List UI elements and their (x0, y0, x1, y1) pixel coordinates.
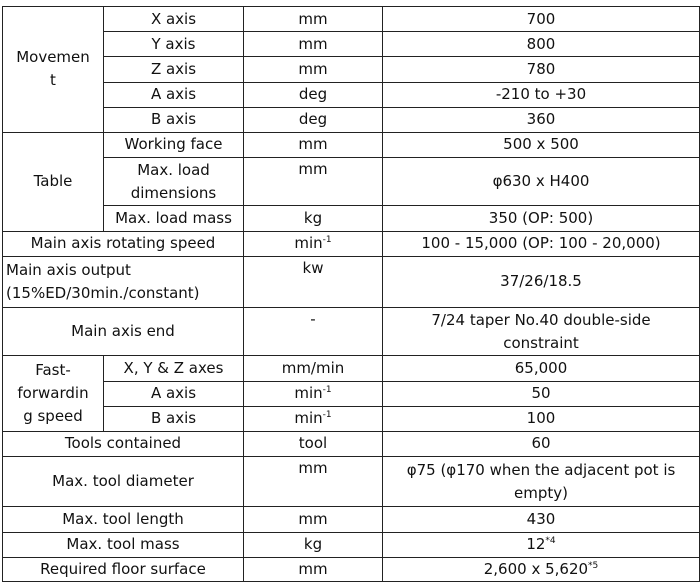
tools-contained-unit: tool (244, 431, 383, 456)
value-text: 12 (526, 535, 546, 554)
y-axis-value: 800 (383, 32, 700, 57)
a-axis-value: -210 to +30 (383, 82, 700, 107)
unit-exponent: -1 (322, 410, 332, 421)
max-tool-length-value: 430 (383, 507, 700, 532)
movement-label-line2: t (50, 71, 56, 90)
main-axis-end-unit: - (244, 308, 383, 356)
max-tool-mass-unit: kg (244, 532, 383, 557)
xyz-axes-unit: mm/min (244, 356, 383, 381)
b-axis-value: 360 (383, 107, 700, 132)
max-tool-diameter-value (383, 457, 700, 507)
ff-a-axis-unit (244, 381, 383, 406)
main-axis-end-item: Main axis end (3, 308, 244, 356)
floor-surface-unit: mm (244, 557, 383, 581)
z-axis-value: 780 (383, 57, 700, 82)
tools-contained-item: Tools contained (3, 431, 244, 456)
main-axis-output-line1: Main axis output (6, 260, 131, 279)
floor-surface-value (383, 557, 700, 581)
unit-exponent: -1 (322, 385, 332, 396)
max-load-mass-unit: kg (244, 206, 383, 231)
ff-a-axis-item: A axis (104, 381, 244, 406)
table-label: Table (3, 132, 104, 231)
main-axis-end-value-line1: 7/24 taper No.40 double-side (431, 310, 651, 329)
main-axis-end-value (383, 308, 700, 356)
movement-label-line1: Movemen (16, 48, 90, 67)
y-axis-item: Y axis (104, 32, 244, 57)
working-face-item: Working face (104, 132, 244, 157)
ff-a-axis-value: 50 (383, 381, 700, 406)
main-axis-speed-unit (244, 231, 383, 256)
unit-base: min (294, 234, 323, 253)
a-axis-unit: deg (244, 82, 383, 107)
x-axis-value: 700 (383, 7, 700, 32)
max-load-dimensions-line2: dimensions (130, 183, 217, 202)
xyz-axes-item: X, Y & Z axes (104, 356, 244, 381)
max-load-dimensions-item (104, 158, 244, 206)
main-axis-output-line2: (15%ED/30min./constant) (6, 283, 200, 302)
ff-b-axis-item: B axis (104, 406, 244, 431)
machine-spec-table (2, 6, 700, 582)
max-load-dimensions-line1: Max. load (137, 160, 210, 179)
a-axis-item: A axis (104, 82, 244, 107)
x-axis-item: X axis (104, 7, 244, 32)
max-tool-diameter-unit: mm (244, 457, 383, 507)
value-text: 2,600 x 5,620 (483, 559, 589, 578)
max-tool-diameter-item: Max. tool diameter (3, 457, 244, 507)
fast-forwarding-line2: forwardin (17, 384, 89, 403)
footnote-mark: *4 (545, 536, 556, 547)
max-tool-diameter-value-line1: φ75 (φ170 when the adjacent pot is (406, 460, 676, 479)
b-axis-unit: deg (244, 107, 383, 132)
working-face-unit: mm (244, 132, 383, 157)
max-load-dimensions-unit: mm (244, 158, 383, 206)
floor-surface-item: Required floor surface (3, 557, 244, 581)
tools-contained-value: 60 (383, 431, 700, 456)
max-tool-mass-value (383, 532, 700, 557)
z-axis-unit: mm (244, 57, 383, 82)
main-axis-output-unit: kw (244, 256, 383, 307)
unit-base: min (294, 409, 323, 428)
z-axis-item: Z axis (104, 57, 244, 82)
fast-forwarding-line1: Fast- (35, 361, 71, 380)
fast-forwarding-line3: g speed (23, 407, 83, 426)
main-axis-speed-value: 100 - 15,000 (OP: 100 - 20,000) (383, 231, 700, 256)
b-axis-item: B axis (104, 107, 244, 132)
max-tool-length-unit: mm (244, 507, 383, 532)
working-face-value: 500 x 500 (383, 132, 700, 157)
max-load-mass-value: 350 (OP: 500) (383, 206, 700, 231)
x-axis-unit: mm (244, 7, 383, 32)
main-axis-output-item (3, 256, 244, 307)
max-load-dimensions-value: φ630 x H400 (383, 158, 700, 206)
ff-b-axis-value: 100 (383, 406, 700, 431)
unit-base: min (294, 384, 323, 403)
max-load-mass-item: Max. load mass (104, 206, 244, 231)
fast-forwarding-label (3, 356, 104, 432)
unit-exponent: -1 (322, 235, 332, 246)
footnote-mark: *5 (588, 560, 599, 571)
ff-b-axis-unit (244, 406, 383, 431)
main-axis-output-value: 37/26/18.5 (383, 256, 700, 307)
main-axis-speed-item: Main axis rotating speed (3, 231, 244, 256)
xyz-axes-value: 65,000 (383, 356, 700, 381)
y-axis-unit: mm (244, 32, 383, 57)
max-tool-mass-item: Max. tool mass (3, 532, 244, 557)
max-tool-length-item: Max. tool length (3, 507, 244, 532)
main-axis-end-value-line2: constraint (503, 333, 579, 352)
max-tool-diameter-value-line2: empty) (514, 483, 568, 502)
movement-label (3, 7, 104, 133)
